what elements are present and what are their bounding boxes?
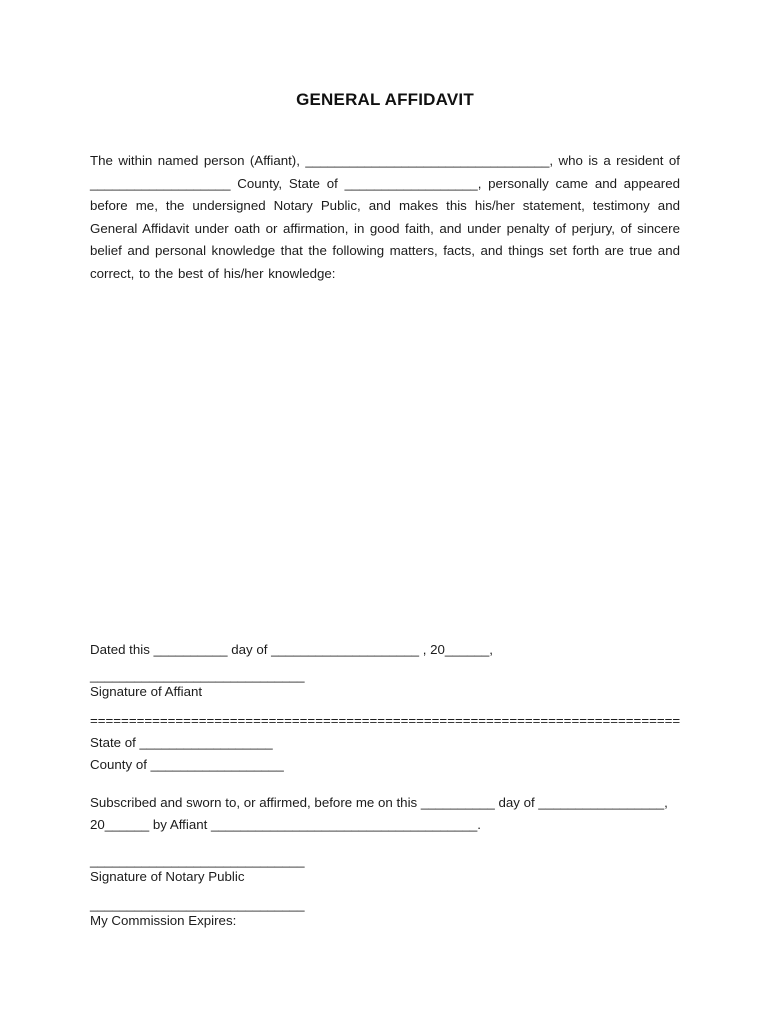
county-line: County of __________________ (90, 757, 284, 772)
commission-expiry-label: My Commission Expires: (90, 913, 237, 928)
statement-blank-area (90, 285, 680, 641)
sworn-statement-block (90, 792, 680, 836)
document-title: GENERAL AFFIDAVIT (296, 90, 474, 109)
sworn-statement-line2: 20______ by Affiant ____________________________________. (90, 817, 481, 832)
sworn-statement-line1: Subscribed and sworn to, or affirmed, before me on this __________ day of _________________, (90, 795, 668, 810)
opening-paragraph: The within named person (Affiant), _________________________________, who is a resident of ___________________ County, State of __________________, personally came and appeared before me, the undersigned Notary Public, and makes this his/her statement, testimony and General Affidavit under oath or affirmation, in good faith, and under penalty of perjury, of sincere belief and personal knowledge that the following matters, facts, and things set forth are true and correct, to the best of his/her knowledge: (90, 153, 680, 281)
affiant-signature-label: Signature of Affiant (90, 684, 203, 699)
section-divider: ============================================================================ (90, 713, 680, 728)
state-line: State of __________________ (90, 735, 273, 750)
commission-expiry-line: _____________________________ (90, 897, 305, 912)
affiant-signature-block (90, 669, 680, 701)
dated-line: Dated this __________ day of ____________________ , 20______, (90, 642, 493, 657)
commission-expiry-block (90, 898, 680, 930)
notary-signature-block (90, 854, 680, 886)
affiant-signature-line: _____________________________ (90, 668, 305, 683)
notary-signature-line: _____________________________ (90, 853, 305, 868)
notary-signature-label: Signature of Notary Public (90, 869, 245, 884)
